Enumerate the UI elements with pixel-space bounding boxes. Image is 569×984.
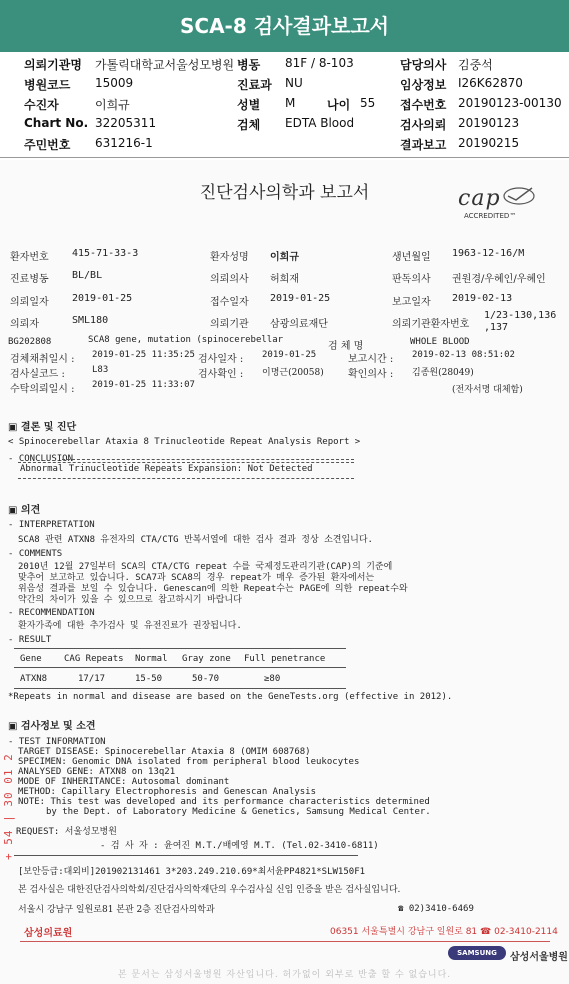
interpretation-text: SCA8 관련 ATXN8 유전자의 CTA/CTG 반복서열에 대한 검사 결과 정상 소견입니다. <box>18 535 373 545</box>
test-info-line: NOTE: This test was developed and its performance characteristics determined <box>18 797 430 807</box>
meta-value: 이명근(20058) <box>262 368 324 378</box>
specimen-label: 검 체 명 <box>328 341 364 352</box>
vertical-stamp: + 54 | 30 01 2 <box>2 753 15 860</box>
info-value: 1/23-130,136 <box>484 310 557 321</box>
conclusion-text: Abnormal Trinucleotide Repeats Expansion: Not Detected <box>20 464 313 474</box>
table-cell: ≥80 <box>264 674 281 684</box>
divider <box>14 855 358 856</box>
value-specimen: EDTA Blood <box>285 116 355 130</box>
cap-swoosh-icon <box>502 184 536 206</box>
scanned-report <box>0 160 569 984</box>
security-line: [보안등급:대외비]201902131461 3*203.249.210.69*최서윤PP4821*SLW150F1 <box>18 867 366 877</box>
info-value: 권원경/우혜인/우혜인 <box>452 274 546 285</box>
value-resident-no: 631216-1 <box>95 136 153 150</box>
info-label: 의뢰기관환자번호 <box>392 319 470 330</box>
table-cell: 17/17 <box>78 674 106 684</box>
label-specimen: 검체 <box>237 118 261 132</box>
value-dept: NU <box>285 76 303 90</box>
header-info <box>0 52 569 158</box>
hospital-name: 삼성서울병원 <box>510 952 568 963</box>
value-receipt-no: 20190123-00130 <box>458 96 562 110</box>
divider <box>18 462 354 463</box>
info-value: 2019-01-25 <box>72 293 133 304</box>
comments-head: - COMMENTS <box>8 549 63 559</box>
specimen-value: WHOLE BLOOD <box>410 337 470 347</box>
table-header-cell: Full penetrance <box>244 654 326 664</box>
recommendation-text: 환자가족에 대한 추가검사 및 유전진료가 권장됩니다. <box>18 621 242 631</box>
table-header-cell: Gray zone <box>182 654 231 664</box>
section-conclusion-head: ▣ 결론 및 진단 <box>8 422 77 433</box>
info-label: 생년월일 <box>392 252 431 263</box>
value-ward: 81F / 8-103 <box>285 56 354 70</box>
value-hospital-code: 15009 <box>95 76 134 90</box>
info-label: 판독의사 <box>392 274 431 285</box>
label-doctor: 담당의사 <box>400 58 447 72</box>
lab-phone: ☎ 02)3410-6469 <box>398 904 474 914</box>
info-value: BL/BL <box>72 270 103 281</box>
result-head: - RESULT <box>8 635 52 645</box>
info-value: SML180 <box>72 315 109 326</box>
footer-org: 삼성의료원 <box>24 928 73 939</box>
label-ward: 병동 <box>237 58 261 72</box>
section-opinion-head: ▣ 의견 <box>8 505 41 516</box>
info-label: 의뢰기관 <box>210 319 249 330</box>
label-receipt-no: 접수번호 <box>400 98 447 112</box>
meta-label: 검체채취일시 : <box>10 354 75 365</box>
lab-report-title: 진단검사의학과 보고서 <box>199 183 370 203</box>
value-report-date: 20190215 <box>458 136 520 150</box>
meta-label: 검사실코드 : <box>10 369 65 380</box>
info-value: 415-71-33-3 <box>72 248 139 259</box>
info-label: 보고일자 <box>392 297 431 308</box>
request-line: REQUEST: 서울성모병원 <box>16 827 117 837</box>
meta-value: L83 <box>92 365 109 375</box>
label-dept: 진료과 <box>237 78 272 92</box>
conclusion-head: - CONCLUSION <box>8 454 74 464</box>
info-label: 의뢰자 <box>10 319 39 330</box>
table-footnote: *Repeats in normal and disease are based on the GeneTests.org (effective in 2012). <box>8 692 453 702</box>
analysis-report-title: < Spinocerebellar Ataxia 8 Trinucleotide Repeat Analysis Report > <box>8 437 361 447</box>
value-chart-no: 32205311 <box>95 116 157 130</box>
label-clinical-info: 임상정보 <box>400 78 447 92</box>
info-label: 환자번호 <box>10 252 49 263</box>
accreditation-line: 본 검사실은 대한진단검사의학회/진단검사의학재단의 우수검사실 신임 인증을 받은 검사실입니다. <box>18 885 401 895</box>
table-header-cell: Gene <box>20 654 42 664</box>
label-institution: 의뢰기관명 <box>24 58 82 72</box>
label-resident-no: 주민번호 <box>24 138 71 152</box>
test-info-line: TARGET DISEASE: Spinocerebellar Ataxia 8 (OMIM 608768) <box>18 747 311 757</box>
lab-address: 서울시 강남구 일원로81 본관 2층 진단검사의학과 <box>18 905 215 915</box>
test-info-line: - TEST INFORMATION <box>8 737 106 747</box>
info-value: 1963-12-16/M <box>452 248 525 259</box>
info-value: ,137 <box>484 322 509 333</box>
meta-label: 확인의사 : <box>348 369 394 380</box>
info-value: 삼광의료재단 <box>270 319 328 330</box>
table-rule <box>14 667 346 668</box>
confidential-notice: 본 문서는 삼성서울병원 자산입니다. 허가없이 외부로 반출 할 수 없습니다. <box>117 970 452 980</box>
test-info-line: SPECIMEN: Genomic DNA isolated from peripheral blood leukocytes <box>18 757 360 767</box>
meta-value: 2019-01-25 <box>262 350 317 360</box>
comments-line: 약간의 차이가 있을 수 있으므로 참고하시기 바랍니다 <box>18 595 242 605</box>
e-signature-note: (전자서명 대체함) <box>452 385 523 395</box>
page-footer <box>0 910 569 984</box>
label-request-date: 검사의뢰 <box>400 118 447 132</box>
test-info-line: METHOD: Capillary Electrophoresis and Genescan Analysis <box>18 787 317 797</box>
label-age: 나이 <box>327 98 351 112</box>
meta-value: 2019-01-25 11:33:07 <box>92 380 195 390</box>
value-clinical-info: I26K62870 <box>458 76 523 90</box>
comments-line: 2010년 12월 27일부터 SCA의 CTA/CTG repeat 수를 국제정도관리기관(CAP)의 기준에 <box>18 562 393 572</box>
label-hospital-code: 병원코드 <box>24 78 71 92</box>
recommendation-head: - RECOMMENDATION <box>8 608 95 618</box>
value-doctor: 김중석 <box>458 58 493 72</box>
cap-accredited-logo: cap ACCREDITED™ <box>458 186 538 218</box>
samsung-logo: SAMSUNG <box>448 946 506 960</box>
value-sex: M <box>285 96 296 110</box>
examiner-line: - 검 사 자 : 윤여진 M.T./배예영 M.T. (Tel.02-3410-6811) <box>100 841 379 851</box>
section-test-info-head: ▣ 검사정보 및 소견 <box>8 721 96 732</box>
meta-label: 검사확인 : <box>198 369 244 380</box>
value-request-date: 20190123 <box>458 116 520 130</box>
table-rule <box>14 688 346 689</box>
report-title: SCA-8 검사결과보고서 <box>0 0 569 52</box>
divider <box>62 459 354 460</box>
meta-value: 김종원(28049) <box>412 368 474 378</box>
info-label: 접수일자 <box>210 297 249 308</box>
info-value: 이희규 <box>270 252 299 263</box>
meta-label: 수탁의뢰일시 : <box>10 384 75 395</box>
info-value: 2019-02-13 <box>452 293 513 304</box>
table-cell: 15-50 <box>135 674 163 684</box>
info-label: 환자성명 <box>210 252 249 263</box>
info-label: 진료병동 <box>10 274 49 285</box>
comments-line: 위음성 결과를 보일 수 있습니다. Genescan에 의한 Repeat수는 PAGE에 의한 repeat수와 <box>18 584 408 594</box>
footer-divider <box>20 941 550 942</box>
table-header-cell: Normal <box>135 654 168 664</box>
meta-label: 검사일자 : <box>198 354 244 365</box>
meta-value: 2019-02-13 08:51:02 <box>412 350 515 360</box>
table-header-cell: CAG Repeats <box>64 654 124 664</box>
test-info-line: MODE OF INHERITANCE: Autosomal dominant <box>18 777 230 787</box>
test-info-line: by the Dept. of Laboratory Medicine & Genetics, Samsung Medical Center. <box>46 807 431 817</box>
footer-address: 06351 서울특별시 강남구 일원로 81 ☎ 02-3410-2114 <box>330 927 558 937</box>
value-patient: 이희규 <box>95 98 130 112</box>
info-label: 의뢰의사 <box>210 274 249 285</box>
meta-value: 2019-01-25 11:35:25 <box>92 350 195 360</box>
table-cell: 50-70 <box>192 674 220 684</box>
info-label: 의뢰일자 <box>10 297 49 308</box>
table-cell: ATXN8 <box>20 674 48 684</box>
label-chart-no: Chart No. <box>24 116 89 130</box>
info-value: 2019-01-25 <box>270 293 331 304</box>
label-report-date: 결과보고 <box>400 138 447 152</box>
info-value: 허희재 <box>270 274 299 285</box>
value-institution: 가톨릭대학교서울성모병원 <box>95 58 235 72</box>
test-code: BG202808 <box>8 337 52 347</box>
test-info-line: ANALYSED GENE: ATXN8 on 13q21 <box>18 767 176 777</box>
table-rule <box>14 648 346 649</box>
interpretation-head: - INTERPRETATION <box>8 520 95 530</box>
label-patient: 수진자 <box>24 98 59 112</box>
comments-line: 맞추어 보고하고 있습니다. SCA7과 SCA8의 경우 repeat가 매우 증가된 환자에서는 <box>18 573 375 583</box>
meta-label: 보고시간 : <box>348 354 394 365</box>
value-age: 55 <box>360 96 376 110</box>
label-sex: 성별 <box>237 98 261 112</box>
test-name: SCA8 gene, mutation (spinocerebellar <box>88 335 284 345</box>
divider <box>18 478 354 479</box>
